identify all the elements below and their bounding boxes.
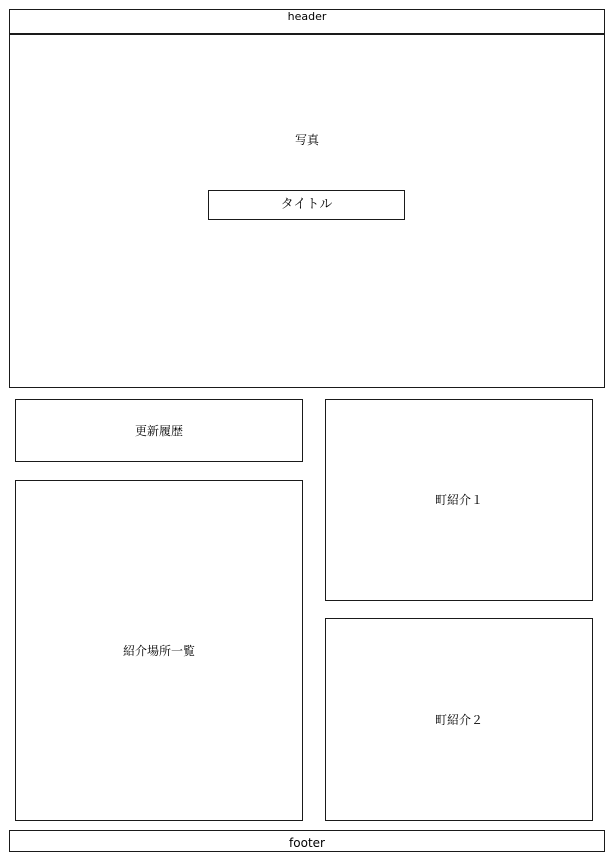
- footer-region: [9, 830, 605, 852]
- footer-label: footer: [289, 836, 325, 850]
- title-box: [208, 190, 405, 220]
- update-history-label: 更新履歴: [134, 423, 183, 438]
- update-history-panel: [15, 399, 303, 462]
- town-intro-2-label: 町紹介２: [434, 712, 483, 727]
- town-intro-2-panel: [325, 618, 593, 821]
- photo-label: 写真: [294, 133, 319, 147]
- title-label: タイトル: [280, 197, 333, 212]
- places-list-panel: [15, 480, 303, 821]
- places-list-label: 紹介場所一覧: [122, 643, 195, 658]
- town-intro-1-panel: [325, 399, 593, 601]
- header-region: [9, 9, 605, 35]
- town-intro-1-label: 町紹介１: [434, 493, 483, 507]
- header-label: header: [287, 10, 327, 23]
